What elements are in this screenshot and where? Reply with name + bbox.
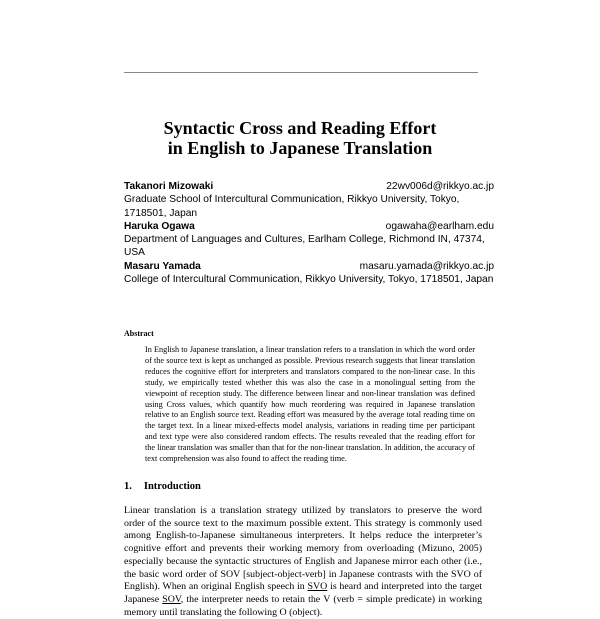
paper-title — [100, 118, 500, 158]
abstract-heading: Abstract — [124, 329, 154, 338]
intro-text-part: is heard and interpreted into the target Japanese — [124, 581, 482, 605]
author-email[interactable]: masaru.yamada@rikkyo.ac.jp — [359, 260, 494, 272]
abstract-text: In English to Japanese translation, a linear translation refers to a translation in which the word order of the source text is kept as unchanged as possible. Previous research suggests that linear translation reduces the cognitive effort for interpreters and translators compared to the non-linear case. In this study, we empirically tested whether this was also the case in a monolingual setting from the viewpoint of reception study. The difference between linear and non-linear translation was defined using Cross values, which quantify how much reordering was required in Japanese translation relative to an English source text. Reading effort was measured by the average total reading time on the target text. In a linear mixed-effects model analysis, variations in reading time per participant and text type were also considered random effects. The results revealed that the reading effort for the linear translation was smaller than that for the non-linear translation. In addition, the accuracy of text comprehension was also found to affect the reading time. — [145, 345, 475, 464]
author-affiliation: Graduate School of Intercultural Communication, Rikkyo University, Tokyo, 1718501, Japan — [124, 194, 460, 219]
author-entry — [124, 180, 494, 220]
intro-paragraph — [124, 505, 483, 618]
intro-underlined-term: SVO — [307, 581, 328, 593]
author-name: Haruka Ogawa — [124, 220, 195, 232]
author-email[interactable]: ogawaha@earlham.edu — [385, 220, 494, 232]
title-line-2: in English to Japanese Translation — [167, 138, 433, 158]
author-affiliation: College of Intercultural Communication, Rikkyo University, Tokyo, 1718501, Japan — [124, 274, 494, 286]
author-name: Takanori Mizowaki — [124, 181, 214, 192]
intro-text-part: Linear translation is a translation strategy utilized by translators to preserve the word order of the source text to the maximum possible extent. This strategy is commonly used among English-to-Japanese simultaneous interpreters. It helps reduce the interpreter’s cognitive effort and prevents their working memory from overloading (Mizuno, 2005) especially because the syntactic structures of English and Japanese mirror each other (i.e., the basic word order of SOV [subject-object-verb] in Japanese contrasts with the SVO of English). When an original English speech in — [124, 505, 482, 593]
section-number: 1. — [124, 481, 132, 492]
section-title: Introduction — [143, 481, 201, 492]
header-rule — [124, 72, 478, 73]
author-email[interactable]: 22wv006d@rikkyo.ac.jp — [386, 181, 494, 192]
intro-underlined-term: SOV — [162, 593, 181, 605]
author-affiliation: Department of Languages and Cultures, Earlham College, Richmond IN, 47374, USA — [124, 234, 485, 259]
section-heading — [124, 481, 201, 492]
author-name: Masaru Yamada — [124, 260, 201, 272]
author-entry — [124, 220, 494, 260]
intro-text-part: , the interpreter needs to retain the V (verb = simple predicate) in working memory until translating the following O (object). — [124, 593, 483, 618]
author-block — [124, 180, 494, 286]
title-line-1: Syntactic Cross and Reading Effort — [163, 118, 437, 138]
author-entry — [124, 260, 494, 287]
